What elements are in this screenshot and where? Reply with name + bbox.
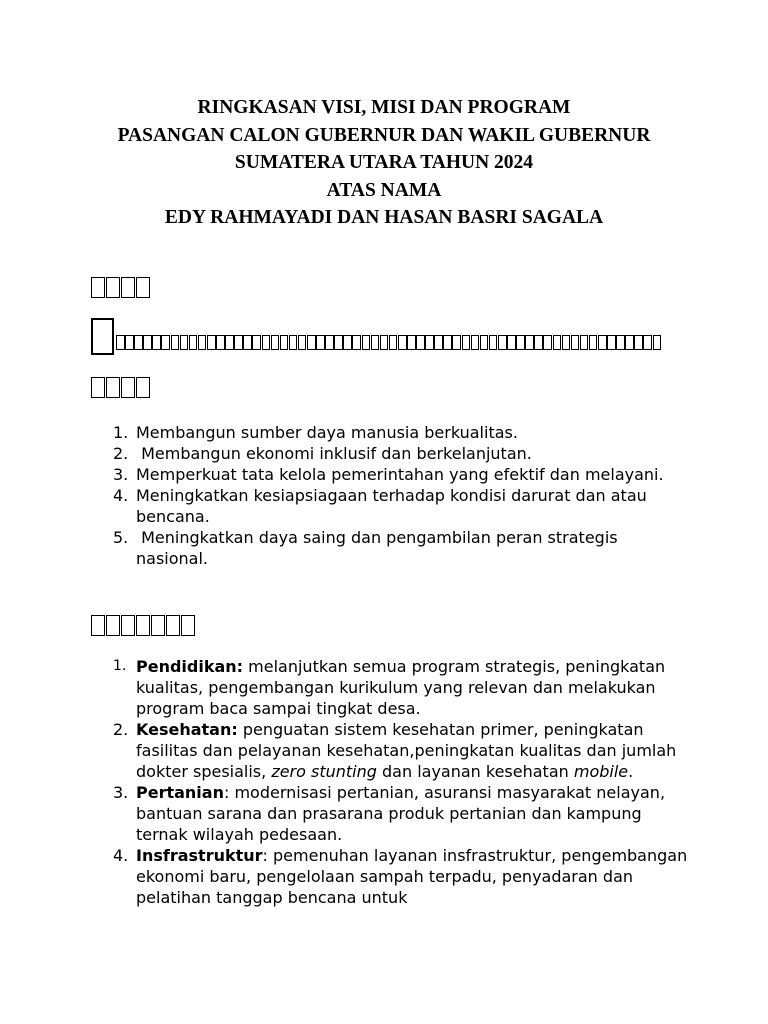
missing-glyph-box: [262, 335, 271, 350]
missing-glyph-box: [225, 335, 234, 350]
program-text: .: [628, 762, 634, 781]
missing-glyph-box: [234, 335, 243, 350]
list-item-text: Membangun ekonomi inklusif dan berkelanjutan.: [136, 444, 532, 463]
document-title: [0, 94, 768, 232]
missing-glyph-box: [443, 335, 452, 350]
missing-glyph-box: [106, 377, 120, 398]
title-line: EDY RAHMAYADI DAN HASAN BASRI SAGALA: [164, 207, 604, 228]
missing-glyph-box: [325, 335, 334, 350]
program-text: penguatan sistem kesehatan primer, peningkatan fasilitas dan pelayanan kesehatan,peningkatan kualitas dan jumlah dokter spesialis,: [136, 720, 677, 781]
list-item-text: Meningkatkan kesiapsiagaan terhadap kondisi darurat dan atau bencana.: [136, 486, 647, 526]
missing-glyph-box: [598, 335, 607, 350]
missing-glyph-box: [125, 335, 134, 350]
missing-glyph-box: [525, 335, 534, 350]
missing-glyph-box: [136, 377, 150, 398]
misi-list: [113, 422, 693, 569]
list-item: [113, 719, 693, 782]
missing-glyph-box: [298, 335, 307, 350]
program-list: [113, 656, 693, 908]
missing-glyph-box: [252, 335, 261, 350]
program-text: melanjutkan semua program strategis, peningkatan kualitas, pengembangan kurikulum yang relevan dan melakukan program baca sampai tingkat desa.: [136, 657, 666, 718]
program-label: Pertanian: [136, 783, 224, 802]
missing-glyph-box: [271, 335, 280, 350]
missing-glyph-box: [616, 335, 625, 350]
list-item: [113, 443, 693, 464]
missing-glyph-box: [634, 335, 643, 350]
missing-glyph-box: [489, 335, 498, 350]
missing-glyph-box: [161, 335, 170, 350]
missing-glyph-box: [543, 335, 552, 350]
missing-glyph-box: [91, 377, 105, 398]
missing-glyph-box: [116, 335, 125, 350]
missing-glyph-box: [389, 335, 398, 350]
program-label: Pendidikan:: [136, 657, 244, 676]
missing-glyph-box: [562, 335, 571, 350]
missing-glyph-box: [416, 335, 425, 350]
list-item: [113, 422, 693, 443]
program-text: : pemenuhan layanan insfrastruktur, pengembangan ekonomi baru, pengelolaan sampah terpadu, penyadaran dan pelatihan tanggap bencana untuk: [136, 846, 688, 907]
missing-glyph-box: [136, 615, 150, 636]
list-number: 1.: [113, 658, 127, 674]
missing-glyph-box: [166, 615, 180, 636]
missing-glyph-box: [498, 335, 507, 350]
missing-glyph-box: [91, 615, 105, 636]
missing-glyph-box: [607, 335, 616, 350]
missing-glyph-box: [653, 335, 662, 350]
missing-glyph-box: [134, 335, 143, 350]
missing-glyph-box: [480, 335, 489, 350]
program-text: : modernisasi pertanian, asuransi masyarakat nelayan, bantuan sarana dan prasarana produk pertanian dan kampung ternak wilayah pedesaan.: [136, 783, 666, 844]
missing-glyph-box: [180, 335, 189, 350]
missing-glyph-box: [152, 335, 161, 350]
missing-glyph-box: [143, 335, 152, 350]
missing-glyph-box: [534, 335, 543, 350]
program-heading-missing-glyphs: [91, 615, 195, 636]
list-number: 2.: [113, 444, 129, 463]
missing-glyph-box: [452, 335, 461, 350]
missing-glyph-box: [106, 615, 120, 636]
title-line: ATAS NAMA: [326, 179, 442, 201]
list-item: [113, 485, 693, 527]
missing-glyph-box: [571, 335, 580, 350]
visi-text-missing-glyphs: [91, 315, 661, 355]
missing-glyph-box: [516, 335, 525, 350]
program-label: Kesehatan:: [136, 720, 238, 739]
missing-glyph-box: [380, 335, 389, 350]
list-number: 4.: [113, 486, 129, 505]
list-item: [113, 782, 693, 845]
list-item: [113, 845, 693, 908]
missing-glyph-box: [580, 335, 589, 350]
list-number: 4.: [113, 846, 129, 865]
missing-glyph-run: [116, 335, 661, 350]
missing-glyph-box: [425, 335, 434, 350]
missing-glyph-box: [136, 277, 150, 298]
list-item-text: Memperkuat tata kelola pemerintahan yang efektif dan melayani.: [136, 465, 664, 484]
list-number: 3.: [113, 783, 129, 802]
missing-glyph-box: [171, 335, 180, 350]
missing-glyph-box: [643, 335, 652, 350]
missing-glyph-box: [434, 335, 443, 350]
missing-glyph-box: [243, 335, 252, 350]
missing-glyph-box: [462, 335, 471, 350]
title-line: PASANGAN CALON GUBERNUR DAN WAKIL GUBERNUR: [117, 124, 651, 146]
list-item-text: Membangun sumber daya manusia berkualitas.: [136, 423, 518, 442]
list-item: [113, 464, 693, 485]
title-line: SUMATERA UTARA TAHUN 2024: [234, 152, 534, 173]
missing-glyph-box: [91, 318, 114, 355]
missing-glyph-box: [334, 335, 343, 350]
program-italic-text: mobile: [573, 762, 629, 781]
missing-glyph-box: [280, 335, 289, 350]
list-number: 3.: [113, 465, 129, 484]
program-text: dan layanan kesehatan: [376, 762, 574, 781]
missing-glyph-box: [289, 335, 298, 350]
misi-heading-missing-glyphs: [91, 377, 150, 398]
missing-glyph-box: [189, 335, 198, 350]
missing-glyph-box: [121, 277, 135, 298]
missing-glyph-box: [589, 335, 598, 350]
missing-glyph-box: [553, 335, 562, 350]
list-item: [113, 656, 693, 719]
missing-glyph-box: [352, 335, 361, 350]
missing-glyph-box: [625, 335, 634, 350]
program-italic-text: zero stunting: [271, 762, 377, 781]
missing-glyph-box: [106, 277, 120, 298]
missing-glyph-box: [181, 615, 195, 636]
missing-glyph-box: [471, 335, 480, 350]
missing-glyph-box: [343, 335, 352, 350]
missing-glyph-box: [216, 335, 225, 350]
list-number: 2.: [113, 720, 129, 739]
missing-glyph-box: [91, 277, 105, 298]
missing-glyph-box: [398, 335, 407, 350]
list-number: 1.: [113, 423, 129, 442]
missing-glyph-box: [198, 335, 207, 350]
missing-glyph-box: [407, 335, 416, 350]
missing-glyph-box: [151, 615, 165, 636]
list-item: [113, 527, 693, 569]
missing-glyph-box: [507, 335, 516, 350]
missing-glyph-box: [207, 335, 216, 350]
missing-glyph-box: [362, 335, 371, 350]
missing-glyph-box: [316, 335, 325, 350]
title-line: RINGKASAN VISI, MISI DAN PROGRAM: [197, 97, 571, 118]
list-number: 5.: [113, 528, 129, 547]
missing-glyph-box: [121, 615, 135, 636]
missing-glyph-box: [121, 377, 135, 398]
program-label: Insfrastruktur: [136, 846, 263, 865]
list-item-text: Meningkatkan daya saing dan pengambilan peran strategis nasional.: [136, 528, 623, 568]
missing-glyph-box: [371, 335, 380, 350]
missing-glyph-box: [307, 335, 316, 350]
visi-heading-missing-glyphs: [91, 277, 150, 298]
